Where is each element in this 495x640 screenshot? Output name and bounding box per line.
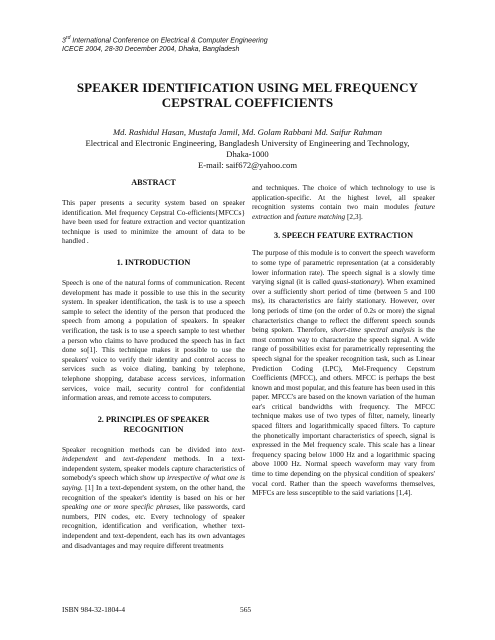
feature-extraction-heading: 3. SPEECH FEATURE EXTRACTION	[273, 231, 414, 241]
abstract-heading: ABSTRACT	[131, 178, 176, 187]
page-number: 565	[240, 605, 252, 614]
author-list: Md. Rashidul Hasan, Mustafa Jamil, Md. Golam Rabbani Md. Saifur Rahman	[112, 127, 383, 137]
isbn-footer: ISBN 984-32-1804-4	[62, 605, 126, 614]
affiliation	[40, 138, 455, 171]
principles-heading	[62, 415, 245, 435]
principles-heading-line-2: RECOGNITION	[123, 424, 184, 434]
conference-line-2: ICECE 2004, 28-30 December 2004, Dhaka, Bangladesh	[62, 46, 240, 54]
principles-continued-text: and techniques. The choice of which technology to use is application-specific. At the highest level, all speaker recognition systems contain two main modules feature extraction and feature matching [2,3].	[252, 183, 435, 221]
paper-title	[40, 80, 455, 110]
author-email: E-mail: saif672@yahoo.com	[197, 160, 298, 170]
conference-header	[62, 34, 268, 54]
left-column	[62, 178, 245, 550]
title-line-1: SPEAKER IDENTIFICATION USING MEL FREQUENCY	[76, 80, 419, 95]
feature-extraction-text: The purpose of this module is to convert the speech waveform to some type of parametric representation (at a considerably lower information rate). The speech signal is a slowly time varying signal (it is called quasi-stationary). When examined over a sufficiently short period of time (between 5 and 100 ms), its characteristics are fairly stationary. However, over long periods of time (on the order of 0.2s or more) the signal characteristics change to reflect the different speech sounds being spoken. Therefore, short-time spectral analysis is the most common way to characterize the speech signal. A wide range of possibilities exist for parametrically representing the speech signal for the speaker recognition task, such as Linear Prediction Coding (LPC), Mel-Frequency Cepstrum Coefficients (MFCC), and others. MFCC is perhaps the best known and most popular, and this feature has been used in this paper. MFCC's are based on the known variation of the human ear's critical bandwidths with frequency. The MFCC technique makes use of two types of filter, namely, linearly spaced filters and logarithmically spaced filters. To capture the phonetically important characteristics of speech, signal is expressed in the Mel frequency scale. This scale has a linear frequency spacing below 1000 Hz and a logarithmic spacing above 1000 Hz. Normal speech waveform may vary from time to time depending on the physical condition of speakers' vocal cord. Rather than the speech waveforms themselves, MFFCs are less susceptible to the said variations [1,4].	[252, 248, 435, 498]
principles-heading-line-1: 2. PRINCIPLES OF SPEAKER	[97, 414, 210, 424]
conference-line-1: 3rd International Conference on Electrical & Computer Engineering	[62, 35, 268, 45]
affiliation-line-1: Electrical and Electronic Engineering, Bangladesh University of Engineering and Technology,	[85, 138, 410, 148]
principles-text: Speaker recognition methods can be divided into text-independent and text-dependent methods. In a text-independent system, speaker models capture characteristics of somebody's speech which show up irrespective of what one is saying. [1] In a text-dependent system, on the other hand, the recognition of the speaker's identity is based on his or her speaking one or more specific phrases, like passwords, card numbers, PIN codes, etc. Every technology of speaker recognition, identification and verification, whether text-independent and text-dependent, each has its own advantages and disadvantages and may require different treatments	[62, 444, 245, 550]
abstract-text: This paper presents a security system based on speaker identification. Mel frequency Cepstral Co-efficients{MFCCs} have been used for feature extraction and vector quantization technique is used to minimize the amount of data to be handled .	[62, 198, 245, 246]
title-line-2: CEPSTRAL COEFFICIENTS	[161, 95, 334, 110]
introduction-text: Speech is one of the natural forms of communication. Recent development has made it possible to use this in the security system. In speaker identification, the task is to use a speech sample to select the identity of the person that produced the speech from among a population of speakers. In speaker verification, the task is to use a speech sample to test whether a person who claims to have produced the speech has in fact done so[1]. This technique makes it possible to use the speakers' voice to verify their identity and control access to services such as voice dialing, banking by telephone, telephone shopping, database access services, information services, voice mail, security control for confidential information areas, and remote access to computers.	[62, 277, 245, 403]
affiliation-line-2: Dhaka-1000	[226, 149, 269, 159]
introduction-heading: 1. INTRODUCTION	[116, 257, 191, 267]
right-column	[252, 183, 435, 498]
